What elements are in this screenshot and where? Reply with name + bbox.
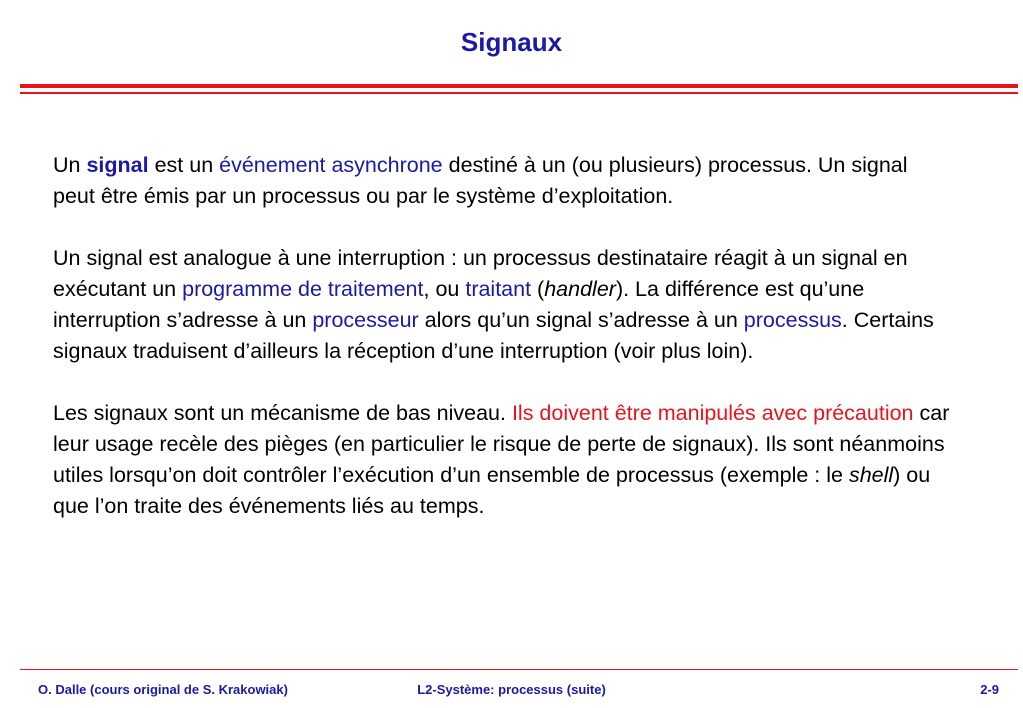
- footer-course: L2-Système: processus (suite): [417, 682, 606, 697]
- paragraph-2: [53, 243, 953, 367]
- term-signal: signal: [86, 153, 149, 177]
- slide-body: [53, 150, 953, 553]
- term-evenement-asynchrone: événement asynchrone: [219, 153, 443, 177]
- term-traitant: traitant: [465, 277, 532, 301]
- header-rule-thin: [20, 92, 1018, 94]
- p3-text-1: Les signaux sont un mécanisme de bas niveau.: [53, 401, 512, 425]
- page-title: Signaux: [460, 27, 563, 57]
- term-processeur: processeur: [312, 308, 419, 332]
- p2-text-9: alors qu’un signal s’adresse à un: [418, 308, 744, 332]
- p2-text-1: Un signal est analogue à une interruption : un processus destinataire réagit à un signal en exécutant un: [53, 246, 908, 301]
- p2-text-3: , ou: [423, 277, 466, 301]
- term-shell: shell: [848, 463, 894, 487]
- paragraph-3: [53, 398, 953, 522]
- p2-text-11: . Certains signaux traduisent d’ailleurs la réception d’une interruption (voir plus loin).: [53, 308, 934, 363]
- p3-text-3: car leur usage recèle des pièges (en particulier le risque de perte de signaux). Ils sont néanmoins utiles lorsqu’on doit contrôler l’exécution d’un ensemble de processus (exemple : le: [53, 401, 950, 487]
- term-handler: handler: [544, 277, 616, 301]
- term-programme-de-traitement: programme de traitement: [182, 277, 424, 301]
- term-processus: processus: [743, 308, 842, 332]
- footer-author: O. Dalle (cours original de S. Krakowiak): [38, 682, 288, 697]
- footer-rule: [20, 669, 1018, 670]
- p3-text-5: ) ou que l’on traite des événements liés au temps.: [53, 463, 931, 518]
- p1-text-3: est un: [148, 153, 220, 177]
- p1-text-5: destiné à un (ou plusieurs) processus. Un signal peut être émis par un processus ou par le système d’exploitation.: [53, 153, 908, 208]
- paragraph-1: [53, 150, 953, 212]
- page-number: 2-9: [980, 682, 999, 697]
- warning-precaution: Ils doivent être manipulés avec précaution: [511, 401, 914, 425]
- p2-text-7: ). La différence est qu’une interruption s’adresse à un: [53, 277, 865, 332]
- p2-text-5: (: [531, 277, 545, 301]
- p1-text-1: Un: [53, 153, 87, 177]
- header-rule-thick: [20, 84, 1018, 88]
